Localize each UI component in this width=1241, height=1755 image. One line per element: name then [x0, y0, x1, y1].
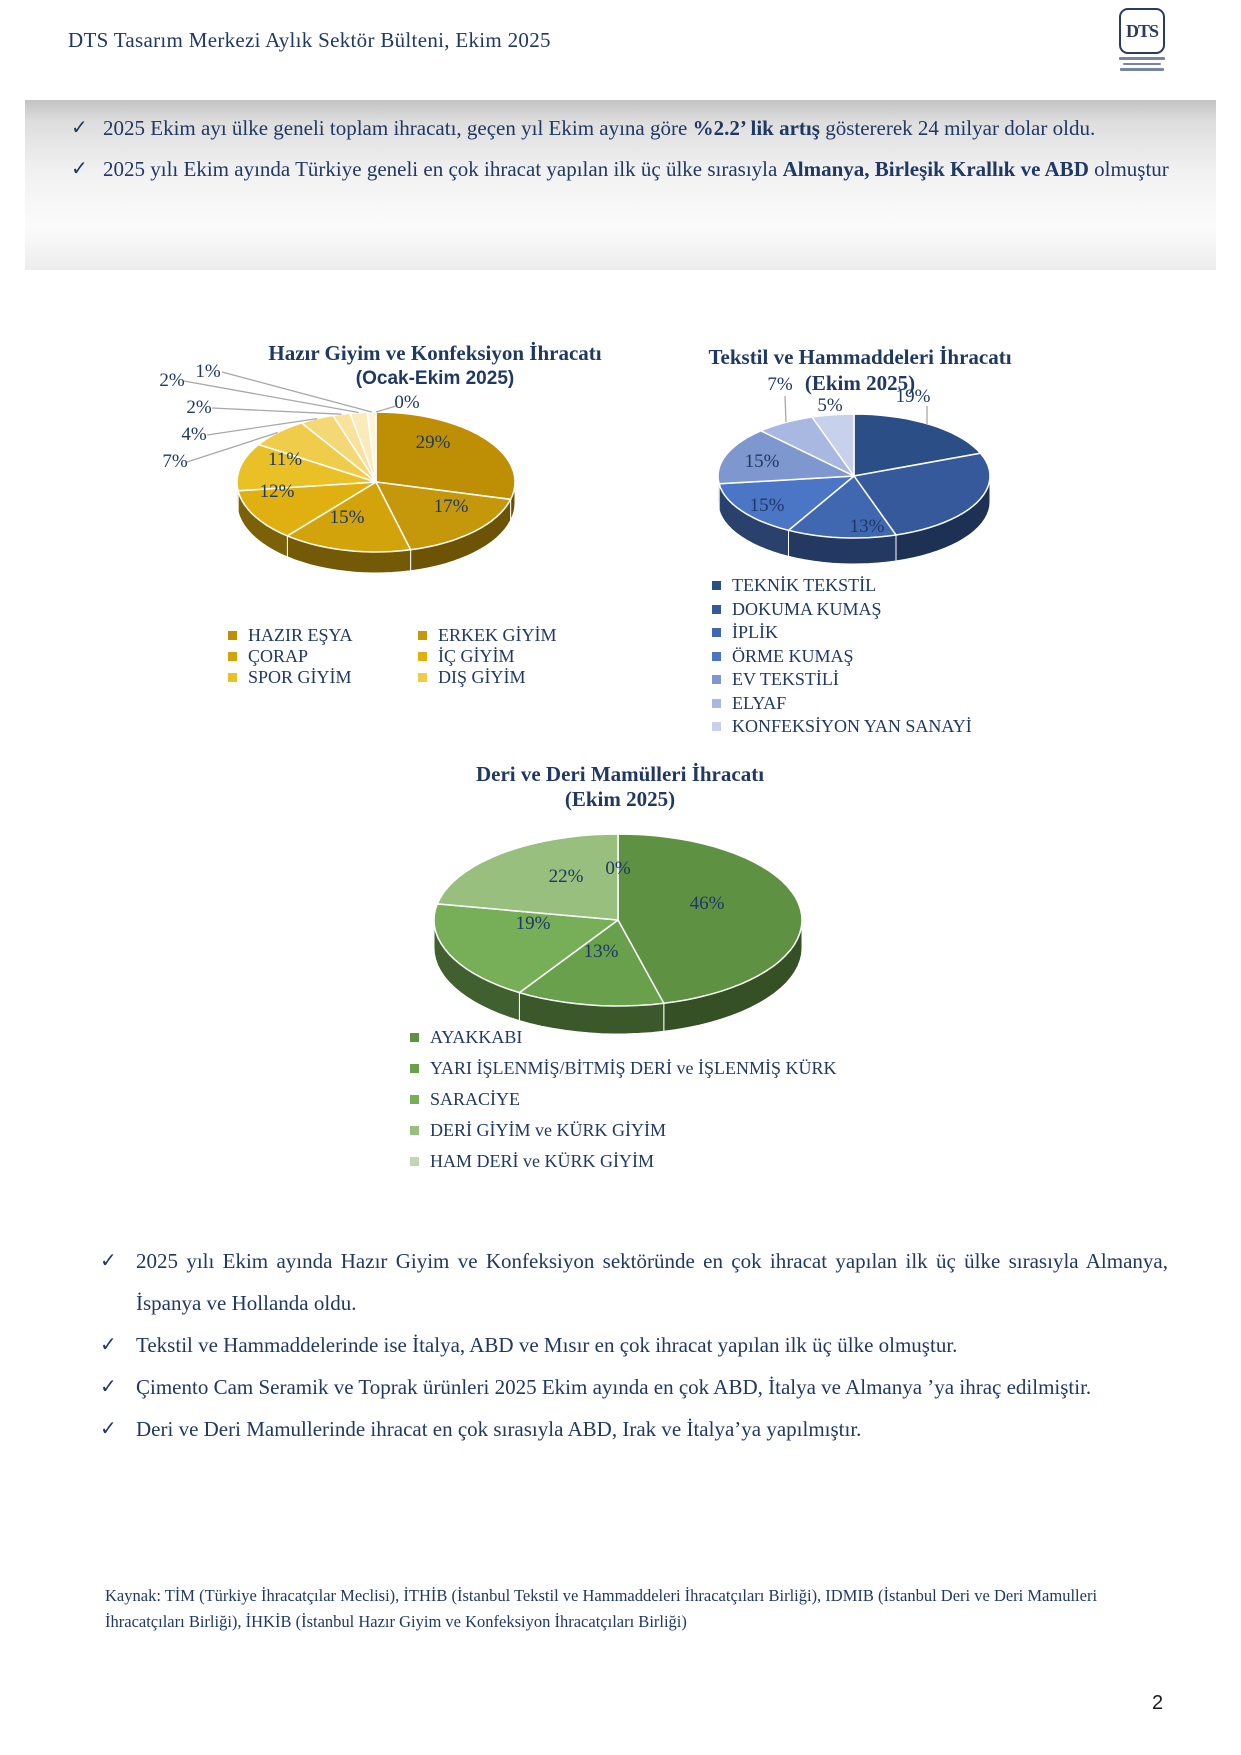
legend-label: DIŞ GİYİM	[438, 667, 526, 687]
highlight-bullet	[71, 108, 1184, 149]
legend-label: DERİ GİYİM ve KÜRK GİYİM	[430, 1120, 666, 1140]
pie-value-label: 0%	[394, 392, 420, 413]
legend-item	[410, 1115, 837, 1146]
legend-label: EV TEKSTİLİ	[732, 669, 839, 690]
highlight-box	[25, 100, 1216, 270]
pie-value-label: 13%	[583, 941, 619, 962]
pie-value-label: 7%	[162, 451, 188, 472]
pie-value-label: 12%	[259, 481, 295, 502]
logo-caption-line	[1123, 63, 1161, 66]
summary-bullet	[100, 1324, 1168, 1366]
legend-item	[228, 667, 418, 688]
pie-value-label: 29%	[415, 432, 451, 453]
summary-text: Çimento Cam Seramik ve Toprak ürünleri 2025 Ekim ayında en çok ABD, İtalya ve Almanya ’ya ihraç edilmiştir.	[136, 1375, 1092, 1399]
legend-swatch	[410, 1033, 419, 1042]
pie-value-label: 0%	[605, 858, 631, 879]
pie-value-label: 15%	[749, 495, 785, 516]
pie-value-label: 11%	[267, 449, 303, 470]
legend-swatch	[410, 1095, 419, 1104]
pie-value-label: 2%	[186, 397, 212, 418]
highlight-text	[103, 149, 1184, 190]
legend-label: AYAKKABI	[430, 1027, 523, 1047]
legend-item	[712, 574, 972, 598]
legend-item	[712, 621, 972, 645]
legend-label: HAZIR EŞYA	[248, 625, 353, 645]
highlight-bullet	[71, 149, 1184, 190]
chart-title-tekstil: Tekstil ve Hammaddeleri İhracatı	[708, 345, 1012, 369]
legend-label: DOKUMA KUMAŞ	[732, 598, 882, 619]
pie-value-label: 19%	[895, 386, 931, 407]
summary-bullets	[100, 1240, 1168, 1450]
legend-swatch	[712, 628, 721, 637]
logo-caption-line	[1119, 57, 1165, 60]
legend-label: YARI İŞLENMİŞ/BİTMİŞ DERİ ve İŞLENMİŞ KÜRK	[430, 1058, 837, 1078]
legend-item	[418, 646, 557, 667]
highlight-text	[103, 108, 1184, 149]
highlight-text-bold: Almanya, Birleşik Krallık ve ABD	[782, 157, 1089, 181]
legend-swatch	[712, 581, 721, 590]
legend-swatch	[228, 652, 237, 661]
pie-value-label: 7%	[767, 374, 793, 395]
legend-item	[712, 668, 972, 692]
summary-bullet	[100, 1366, 1168, 1408]
legend-item	[410, 1053, 837, 1084]
source-note: Kaynak: TİM (Türkiye İhracatçılar Meclisi), İTHİB (İstanbul Tekstil ve Hammaddeleri İhracatçıları Birliği), IDMIB (İstanbul Deri ve Deri Mamulleri İhracatçıları Birliği), İHKİB (İstanbul Hazır Giyim ve Konfeksiyon İhracatçıları Birliği)	[105, 1586, 1098, 1631]
legend-label: ÖRME KUMAŞ	[732, 645, 854, 666]
legend-label: TEKNİK TEKSTİL	[732, 575, 877, 596]
legend-item	[410, 1084, 837, 1115]
chart-title-deri: Deri ve Deri Mamülleri İhracatı	[475, 762, 765, 786]
legend-label: İÇ GİYİM	[438, 646, 515, 666]
pie-value-label: 17%	[433, 496, 469, 517]
legend-swatch	[228, 673, 237, 682]
pie-value-label: 19%	[515, 913, 551, 934]
legend-swatch	[418, 652, 427, 661]
legend-label: İPLİK	[732, 622, 778, 643]
legend-label: SPOR GİYİM	[248, 667, 352, 687]
pie-value-label: 15%	[329, 507, 365, 528]
checkmark-icon: ✓	[100, 1250, 117, 1272]
legend-swatch	[712, 722, 721, 731]
legend-swatch	[712, 652, 721, 661]
legend-item	[712, 715, 972, 739]
legend-hazir-giyim	[228, 625, 557, 688]
legend-item	[228, 625, 418, 646]
legend-swatch	[712, 605, 721, 614]
legend-swatch	[410, 1126, 419, 1135]
checkmark-icon: ✓	[100, 1376, 117, 1398]
highlight-text-pre: 2025 Ekim ayı ülke geneli toplam ihracatı, geçen yıl Ekim ayına göre	[103, 116, 693, 140]
highlight-text-post: olmuştur	[1088, 157, 1169, 181]
pie-value-label: 2%	[159, 370, 185, 391]
legend-swatch	[418, 673, 427, 682]
checkmark-icon: ✓	[71, 117, 88, 139]
pie-chart-tekstil	[660, 350, 1025, 580]
legend-swatch	[712, 699, 721, 708]
legend-swatch	[418, 631, 427, 640]
legend-item	[712, 598, 972, 622]
legend-item	[410, 1022, 837, 1053]
highlight-text-bold: %2.2’ lik artış	[692, 116, 820, 140]
legend-item	[410, 1146, 837, 1177]
legend-item	[712, 645, 972, 669]
dts-logo	[1116, 8, 1168, 71]
summary-text: Tekstil ve Hammaddelerinde ise İtalya, ABD ve Mısır en çok ihracat yapılan ilk üç ülke olmuştur.	[136, 1333, 958, 1357]
legend-label: ÇORAP	[248, 646, 309, 666]
summary-bullet	[100, 1240, 1168, 1324]
highlight-text-pre: 2025 yılı Ekim ayında Türkiye geneli en çok ihracat yapılan ilk üç ülke sırasıyla	[103, 157, 783, 181]
pie-value-label: 13%	[849, 516, 885, 537]
highlight-text-post: göstererek 24 milyar dolar oldu.	[819, 116, 1096, 140]
summary-text: 2025 yılı Ekim ayında Hazır Giyim ve Konfeksiyon sektöründe en çok ihracat yapılan ilk üç ülke sırasıyla Almanya, İspanya ve Hollanda oldu.	[136, 1249, 1168, 1315]
checkmark-icon: ✓	[100, 1418, 117, 1440]
chart-title-hazir-giyim: Hazır Giyim ve Konfeksiyon İhracatı	[268, 341, 602, 365]
summary-bullet	[100, 1408, 1168, 1450]
legend-swatch	[228, 631, 237, 640]
legend-item	[228, 646, 418, 667]
pie-value-label: 15%	[744, 451, 780, 472]
legend-label: KONFEKSİYON YAN SANAYİ	[732, 716, 972, 737]
legend-label: ERKEK GİYİM	[438, 625, 557, 645]
chart-subtitle-tekstil: (Ekim 2025)	[804, 371, 916, 395]
legend-swatch	[410, 1157, 419, 1166]
legend-label: ELYAF	[732, 692, 787, 713]
legend-label: SARACİYE	[430, 1089, 521, 1109]
legend-item	[418, 625, 557, 646]
legend-item	[418, 667, 557, 688]
checkmark-icon: ✓	[100, 1334, 117, 1356]
pie-value-label: 5%	[817, 395, 843, 416]
page-title: DTS Tasarım Merkezi Aylık Sektör Bülteni, Ekim 2025	[68, 28, 551, 52]
legend-swatch	[712, 675, 721, 684]
page-number: 2	[1152, 1692, 1164, 1714]
legend-item	[712, 692, 972, 716]
checkmark-icon: ✓	[71, 158, 88, 180]
legend-deri	[410, 1022, 837, 1177]
dts-logo-monogram: DTS	[1119, 8, 1165, 54]
pie-value-label: 22%	[548, 866, 584, 887]
chart-subtitle-hazir-giyim: (Ocak-Ekim 2025)	[355, 368, 515, 389]
pie-value-label: 4%	[181, 424, 207, 445]
chart-subtitle-deri: (Ekim 2025)	[564, 787, 676, 811]
legend-tekstil	[712, 574, 972, 739]
pie-value-label: 1%	[195, 361, 221, 382]
summary-text: Deri ve Deri Mamullerinde ihracat en çok sırasıyla ABD, Irak ve İtalya’ya yapılmıştır.	[136, 1417, 862, 1441]
logo-caption-line	[1120, 68, 1164, 71]
pie-value-label: 46%	[689, 893, 725, 914]
legend-label: HAM DERİ ve KÜRK GİYİM	[430, 1151, 654, 1171]
legend-swatch	[410, 1064, 419, 1073]
